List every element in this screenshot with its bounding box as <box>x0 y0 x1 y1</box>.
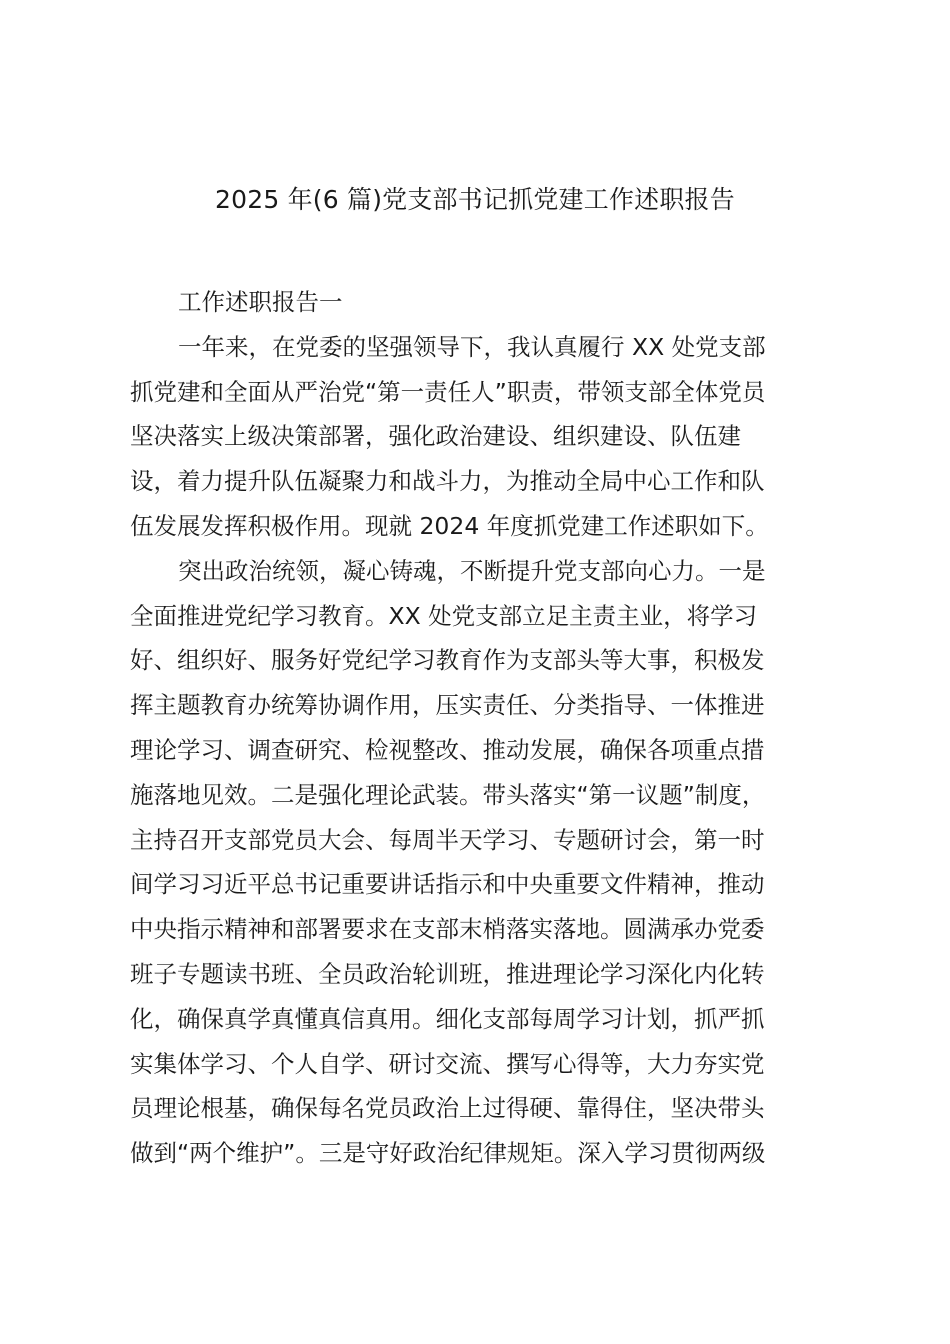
text-line: 全面推进党纪学习教育。XX 处党支部立足主责主业，将学习 <box>130 601 758 630</box>
text-line: 中央指示精神和部署要求在支部末梢落实落地。圆满承办党委 <box>130 915 765 944</box>
text-line: 理论学习、调查研究、检视整改、推动发展，确保各项重点措 <box>130 735 765 764</box>
text-line: 员理论根基，确保每名党员政治上过得硬、靠得住，坚决带头 <box>130 1094 765 1123</box>
text-line: 设，着力提升队伍凝聚力和战斗力，为推动全局中心工作和队 <box>130 467 765 496</box>
text-line: 做到“两个维护”。三是守好政治纪律规矩。深入学习贯彻两级 <box>130 1139 766 1168</box>
text-line: 突出政治统领，凝心铸魂，不断提升党支部向心力。一是 <box>178 556 766 585</box>
text-line: 间学习习近平总书记重要讲话指示和中央重要文件精神，推动 <box>130 870 765 899</box>
text-line: 坚决落实上级决策部署，强化政治建设、组织建设、队伍建 <box>130 422 741 451</box>
document-body <box>130 280 830 1176</box>
text-line: 实集体学习、个人自学、研讨交流、撰写心得等，大力夯实党 <box>130 1049 765 1078</box>
text-line: 化，确保真学真懂真信真用。细化支部每周学习计划，抓严抓 <box>130 1004 765 1033</box>
text-line: 好、组织好、服务好党纪学习教育作为支部头等大事，积极发 <box>130 646 765 675</box>
text-line: 工作述职报告一 <box>178 288 343 316</box>
text-line: 挥主题教育办统筹协调作用，压实责任、分类指导、一体推进 <box>130 691 765 720</box>
document-title: 2025 年(6 篇)党支部书记抓党建工作述职报告 <box>215 185 735 214</box>
text-line: 施落地见效。二是强化理论武装。带头落实“第一议题”制度， <box>130 780 766 809</box>
text-line: 班子专题读书班、全员政治轮训班，推进理论学习深化内化转 <box>130 959 765 988</box>
text-line: 伍发展发挥积极作用。现就 2024 年度抓党建工作述职如下。 <box>130 511 769 540</box>
text-line: 主持召开支部党员大会、每周半天学习、专题研讨会，第一时 <box>130 825 765 854</box>
text-line: 抓党建和全面从严治党“第一责任人”职责，带领支部全体党员 <box>130 377 766 406</box>
text-line: 一年来，在党委的坚强领导下，我认真履行 XX 处党支部 <box>178 332 766 361</box>
